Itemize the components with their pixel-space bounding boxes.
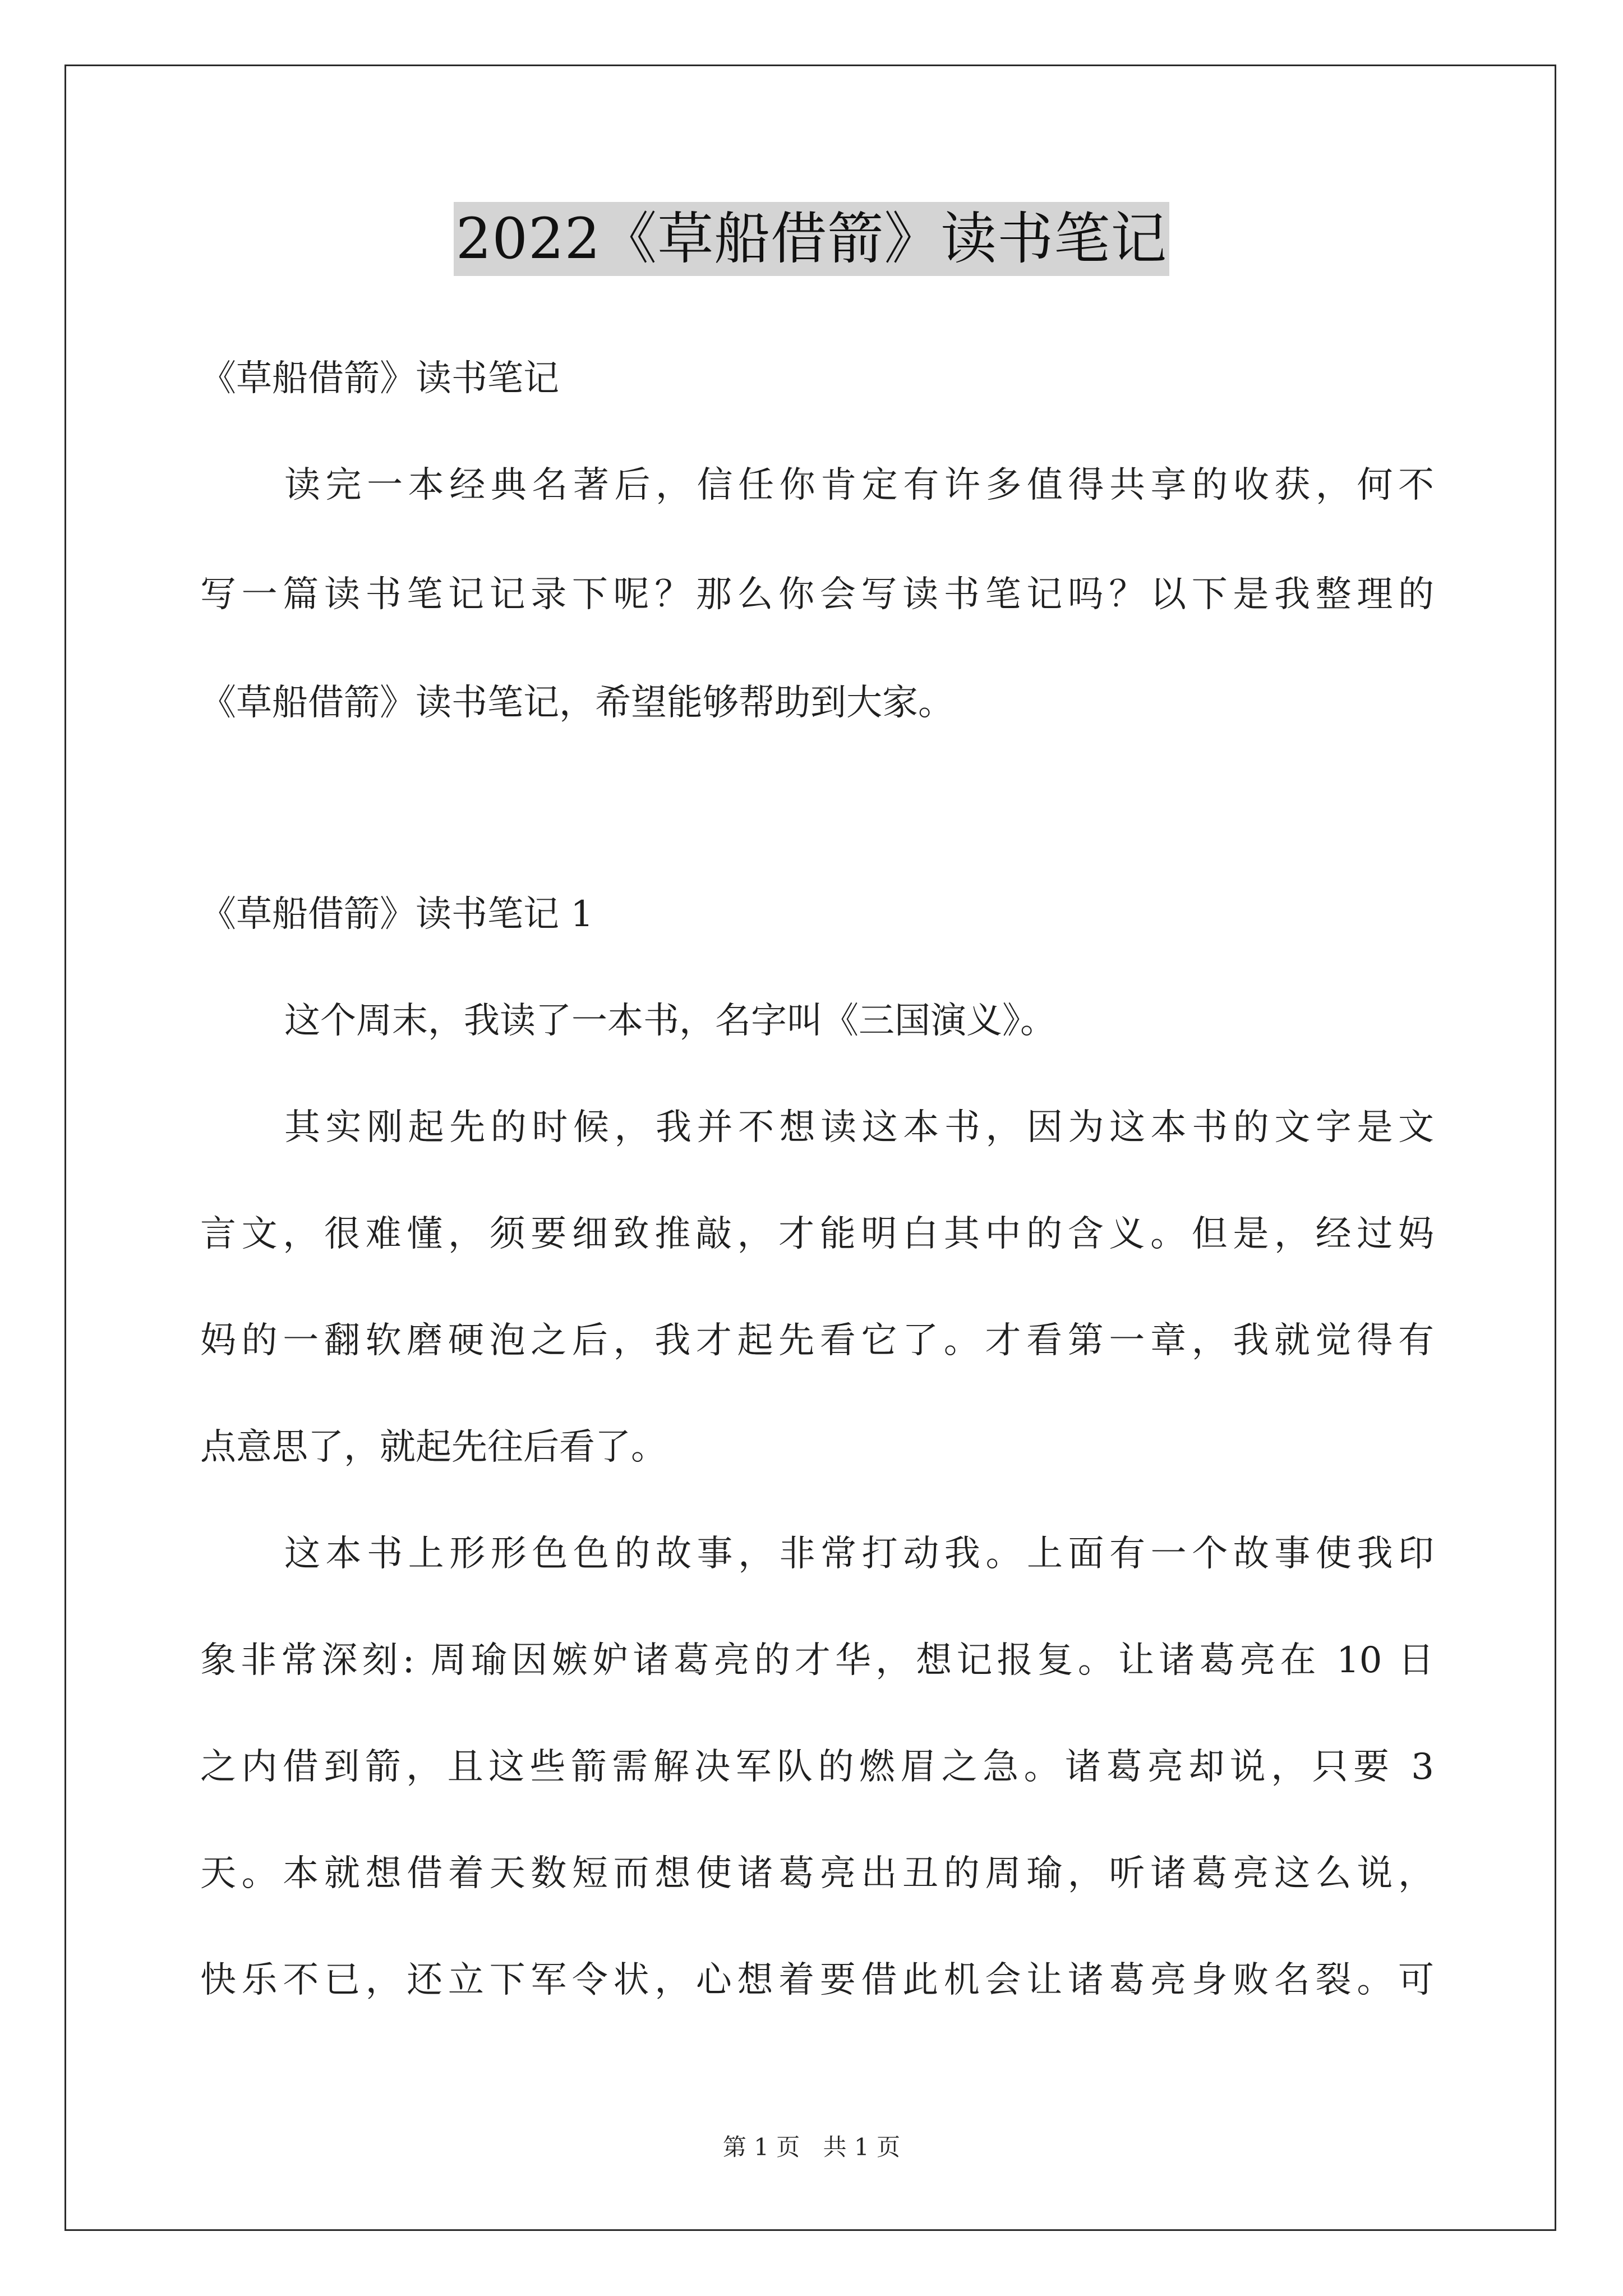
paragraph-line: 快乐不已，还立下军令状，心想着要借此机会让诸葛亮身败名裂。可: [200, 1959, 1434, 2001]
intro-line: 《草船借箭》读书笔记，希望能够帮助到大家。: [200, 682, 954, 724]
subtitle: 《草船借箭》读书笔记: [200, 358, 559, 399]
page-total: 共 1 页: [823, 2133, 901, 2161]
paragraph-line: 天。本就想借着天数短而想使诸葛亮出丑的周瑜，听诸葛亮这么说，: [200, 1853, 1434, 1894]
paragraph-line: 点意思了，就起先往后看了。: [200, 1427, 667, 1468]
paragraph-line: 之内借到箭，且这些箭需解决军队的燃眉之急。诸葛亮却说，只要 3: [200, 1746, 1434, 1788]
title-container: [0, 202, 1623, 276]
paragraph-line: 妈的一翻软磨硬泡之后，我才起先看它了。才看第一章，我就觉得有: [200, 1320, 1434, 1361]
section-heading: 《草船借箭》读书笔记 1: [200, 894, 594, 935]
paragraph-line: 这个周末，我读了一本书，名字叫《三国演义》。: [284, 1000, 1056, 1042]
paragraph-line: 其实刚起先的时候，我并不想读这本书，因为这本书的文字是文: [284, 1107, 1434, 1148]
paragraph-line: 这本书上形形色色的故事，非常打动我。上面有一个故事使我印: [284, 1533, 1434, 1575]
paragraph-line: 象非常深刻: 周瑜因嫉妒诸葛亮的才华，想记报复。让诸葛亮在 10 日: [200, 1640, 1434, 1681]
paragraph-line: 言文，很难懂，须要细致推敲，才能明白其中的含义。但是，经过妈: [200, 1213, 1434, 1255]
page-number: 第 1 页: [722, 2133, 800, 2161]
document-title: 2022《草船借箭》读书笔记: [454, 202, 1170, 276]
page-footer: [0, 2129, 1623, 2162]
intro-line: 读完一本经典名著后，信任你肯定有许多值得共享的收获，何不: [284, 464, 1434, 506]
intro-line: 写一篇读书笔记记录下呢？那么你会写读书笔记吗？以下是我整理的: [200, 574, 1434, 615]
